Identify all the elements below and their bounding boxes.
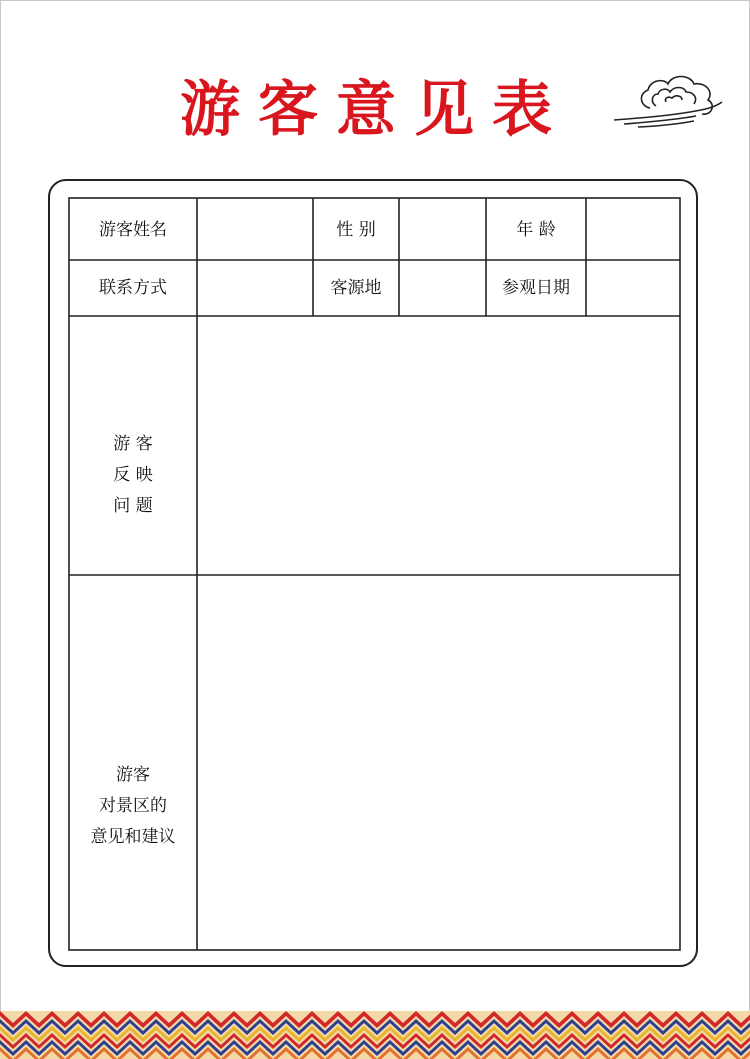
- gender-field[interactable]: [401, 200, 484, 258]
- age-field[interactable]: [588, 200, 678, 258]
- label-origin: 客源地: [330, 278, 382, 298]
- suggestions-field[interactable]: [199, 577, 678, 948]
- label-contact: 联系方式: [99, 278, 167, 298]
- label-problems-line1: 游 客: [113, 434, 153, 454]
- decorative-border-strip: [0, 1011, 750, 1059]
- label-visitor-name: 游客姓名: [99, 220, 167, 240]
- label-suggestions-line2: 对景区的: [99, 796, 167, 816]
- label-visit-date: 参观日期: [502, 278, 570, 298]
- form-title: 游客意见表: [180, 75, 570, 145]
- label-suggestions-line1: 游客: [116, 765, 150, 785]
- contact-field[interactable]: [199, 262, 311, 314]
- visitor-name-field[interactable]: [199, 200, 311, 258]
- problems-field[interactable]: [199, 318, 678, 573]
- label-problems-line3: 问 题: [113, 496, 153, 516]
- label-suggestions-line3: 意见和建议: [90, 827, 176, 847]
- label-age: 年 龄: [516, 220, 556, 240]
- label-problems-line2: 反 映: [113, 465, 153, 485]
- visit-date-field[interactable]: [588, 262, 678, 314]
- origin-field[interactable]: [401, 262, 484, 314]
- label-gender: 性 别: [336, 220, 376, 240]
